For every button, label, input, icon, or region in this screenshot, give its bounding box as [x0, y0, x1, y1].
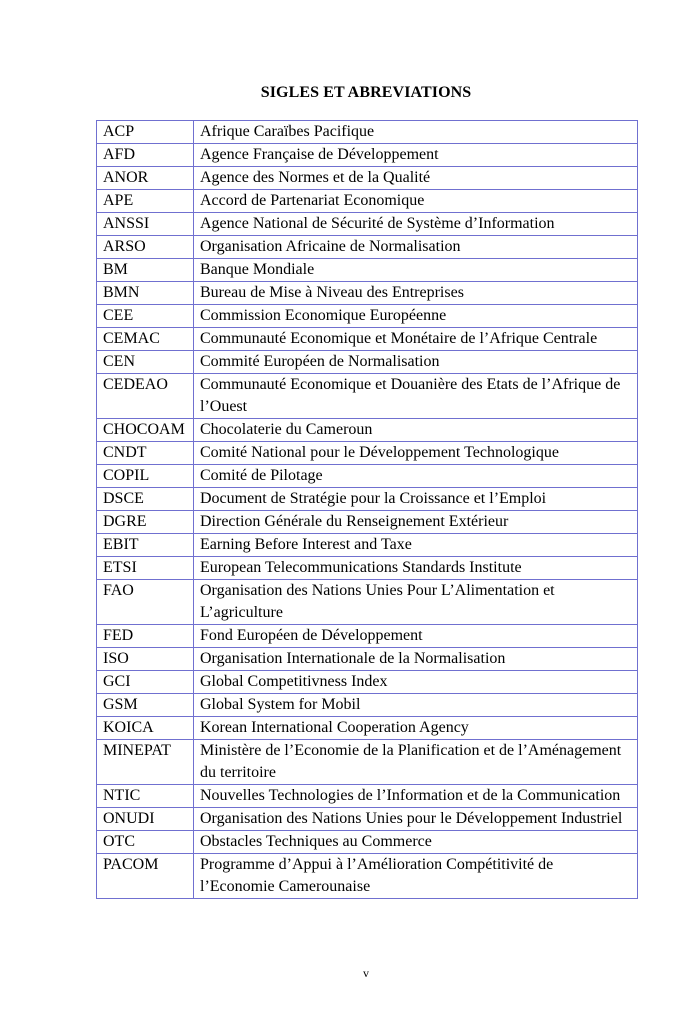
table-row: [97, 419, 638, 442]
definition-cell: Obstacles Techniques au Commerce: [194, 831, 638, 854]
table-row: [97, 167, 638, 190]
acronym-cell: KOICA: [97, 717, 194, 740]
table-row: [97, 442, 638, 465]
acronym-cell: CEMAC: [97, 328, 194, 351]
table-row: [97, 557, 638, 580]
acronym-cell: CNDT: [97, 442, 194, 465]
table-row: [97, 213, 638, 236]
abbreviations-table-container: [96, 120, 638, 899]
acronym-cell: CEN: [97, 351, 194, 374]
table-row: [97, 488, 638, 511]
acronym-cell: DGRE: [97, 511, 194, 534]
definition-cell: Bureau de Mise à Niveau des Entreprises: [194, 282, 638, 305]
definition-cell: Organisation des Nations Unies Pour L’Alimentation et L’agriculture: [194, 580, 638, 625]
definition-cell: Fond Européen de Développement: [194, 625, 638, 648]
definition-cell: Document de Stratégie pour la Croissance et l’Emploi: [194, 488, 638, 511]
table-row: [97, 236, 638, 259]
acronym-cell: ARSO: [97, 236, 194, 259]
table-row: [97, 511, 638, 534]
acronym-cell: ETSI: [97, 557, 194, 580]
acronym-cell: ISO: [97, 648, 194, 671]
acronym-cell: DSCE: [97, 488, 194, 511]
definition-cell: Organisation des Nations Unies pour le Développement Industriel: [194, 808, 638, 831]
definition-cell: Commité Européen de Normalisation: [194, 351, 638, 374]
definition-cell: Global Competitivness Index: [194, 671, 638, 694]
definition-cell: Banque Mondiale: [194, 259, 638, 282]
acronym-cell: ANOR: [97, 167, 194, 190]
table-row: [97, 374, 638, 419]
definition-cell: Global System for Mobil: [194, 694, 638, 717]
definition-cell: Earning Before Interest and Taxe: [194, 534, 638, 557]
acronym-cell: COPIL: [97, 465, 194, 488]
definition-cell: Organisation Internationale de la Normalisation: [194, 648, 638, 671]
acronym-cell: NTIC: [97, 785, 194, 808]
acronym-cell: APE: [97, 190, 194, 213]
table-row: [97, 717, 638, 740]
acronym-cell: ACP: [97, 121, 194, 144]
table-row: [97, 671, 638, 694]
table-row: [97, 694, 638, 717]
acronym-cell: CHOCOAM: [97, 419, 194, 442]
table-row: [97, 534, 638, 557]
page-title: SIGLES ET ABREVIATIONS: [260, 84, 472, 101]
acronym-cell: PACOM: [97, 854, 194, 899]
table-row: [97, 305, 638, 328]
table-row: [97, 259, 638, 282]
definition-cell: Nouvelles Technologies de l’Information et de la Communication: [194, 785, 638, 808]
table-row: [97, 465, 638, 488]
page-number: v: [363, 966, 369, 980]
acronym-cell: BM: [97, 259, 194, 282]
table-row: [97, 854, 638, 899]
definition-cell: Agence National de Sécurité de Système d’Information: [194, 213, 638, 236]
definition-cell: Ministère de l’Economie de la Planification et de l’Aménagement du territoire: [194, 740, 638, 785]
acronym-cell: FED: [97, 625, 194, 648]
acronym-cell: ONUDI: [97, 808, 194, 831]
acronym-cell: FAO: [97, 580, 194, 625]
acronym-cell: CEDEAO: [97, 374, 194, 419]
table-row: [97, 351, 638, 374]
definition-cell: Direction Générale du Renseignement Extérieur: [194, 511, 638, 534]
acronym-cell: OTC: [97, 831, 194, 854]
definition-cell: Comité de Pilotage: [194, 465, 638, 488]
definition-cell: Korean International Cooperation Agency: [194, 717, 638, 740]
table-row: [97, 328, 638, 351]
table-row: [97, 740, 638, 785]
acronym-cell: GCI: [97, 671, 194, 694]
table-row: [97, 190, 638, 213]
table-row: [97, 282, 638, 305]
table-row: [97, 785, 638, 808]
acronym-cell: ANSSI: [97, 213, 194, 236]
definition-cell: Agence Française de Développement: [194, 144, 638, 167]
definition-cell: Communauté Economique et Douanière des Etats de l’Afrique de l’Ouest: [194, 374, 638, 419]
table-row: [97, 121, 638, 144]
table-row: [97, 144, 638, 167]
definition-cell: Programme d’Appui à l’Amélioration Compétitivité de l’Economie Camerounaise: [194, 854, 638, 899]
table-row: [97, 648, 638, 671]
abbreviations-table-body: [97, 121, 638, 899]
definition-cell: Organisation Africaine de Normalisation: [194, 236, 638, 259]
definition-cell: Accord de Partenariat Economique: [194, 190, 638, 213]
definition-cell: Commission Economique Européenne: [194, 305, 638, 328]
acronym-cell: GSM: [97, 694, 194, 717]
table-row: [97, 580, 638, 625]
definition-cell: Comité National pour le Développement Technologique: [194, 442, 638, 465]
acronym-cell: CEE: [97, 305, 194, 328]
definition-cell: Chocolaterie du Cameroun: [194, 419, 638, 442]
acronym-cell: MINEPAT: [97, 740, 194, 785]
acronym-cell: EBIT: [97, 534, 194, 557]
table-row: [97, 808, 638, 831]
abbreviations-table: [96, 120, 638, 899]
definition-cell: Afrique Caraïbes Pacifique: [194, 121, 638, 144]
acronym-cell: BMN: [97, 282, 194, 305]
table-row: [97, 625, 638, 648]
acronym-cell: AFD: [97, 144, 194, 167]
definition-cell: European Telecommunications Standards Institute: [194, 557, 638, 580]
definition-cell: Communauté Economique et Monétaire de l’Afrique Centrale: [194, 328, 638, 351]
definition-cell: Agence des Normes et de la Qualité: [194, 167, 638, 190]
table-row: [97, 831, 638, 854]
